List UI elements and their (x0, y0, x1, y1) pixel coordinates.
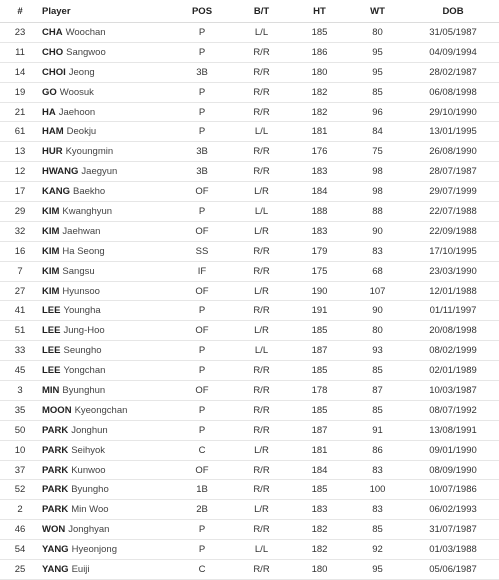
cell-bats-throws: L/R (232, 221, 291, 241)
cell-player (40, 62, 172, 82)
cell-number: 50 (0, 420, 40, 440)
table-row (0, 142, 499, 162)
cell-height: 185 (291, 321, 348, 341)
header-bats-throws: B/T (232, 0, 291, 23)
player-surname: HA (42, 106, 56, 118)
cell-number: 35 (0, 400, 40, 420)
cell-dob: 23/03/1990 (407, 261, 499, 281)
cell-player (40, 102, 172, 122)
cell-number: 19 (0, 82, 40, 102)
cell-dob: 28/07/1987 (407, 162, 499, 182)
cell-dob: 29/10/1990 (407, 102, 499, 122)
cell-player (40, 142, 172, 162)
player-surname: PARK (42, 424, 69, 436)
cell-height: 183 (291, 500, 348, 520)
cell-height: 181 (291, 440, 348, 460)
cell-dob: 08/02/1999 (407, 341, 499, 361)
cell-height: 187 (291, 420, 348, 440)
cell-bats-throws: R/R (232, 102, 291, 122)
cell-bats-throws: L/R (232, 500, 291, 520)
cell-dob: 08/07/1992 (407, 400, 499, 420)
player-surname: PARK (42, 464, 69, 476)
cell-position: OF (172, 182, 232, 202)
cell-weight: 80 (348, 23, 407, 43)
cell-weight: 83 (348, 500, 407, 520)
table-row (0, 381, 499, 401)
cell-player (40, 221, 172, 241)
cell-position: OF (172, 460, 232, 480)
cell-player (40, 241, 172, 261)
player-given-name: Kwanghyun (62, 205, 113, 217)
table-row (0, 162, 499, 182)
cell-position: 3B (172, 62, 232, 82)
player-given-name: Sangwoo (66, 46, 106, 58)
cell-number: 11 (0, 42, 40, 62)
player-given-name: Youngha (63, 305, 101, 317)
cell-weight: 85 (348, 520, 407, 540)
cell-weight: 98 (348, 162, 407, 182)
cell-position: P (172, 540, 232, 560)
cell-player (40, 381, 172, 401)
cell-dob: 08/09/1990 (407, 460, 499, 480)
cell-player (40, 460, 172, 480)
cell-bats-throws: R/R (232, 400, 291, 420)
cell-number: 54 (0, 540, 40, 560)
table-row (0, 420, 499, 440)
cell-weight: 100 (348, 480, 407, 500)
cell-number: 46 (0, 520, 40, 540)
cell-height: 182 (291, 540, 348, 560)
player-surname: PARK (42, 444, 69, 456)
cell-height: 180 (291, 560, 348, 580)
player-given-name: Jung-Hoo (63, 325, 105, 337)
cell-dob: 29/07/1999 (407, 182, 499, 202)
cell-number: 37 (0, 460, 40, 480)
cell-height: 185 (291, 480, 348, 500)
player-given-name: Jaehoon (58, 106, 96, 118)
cell-height: 178 (291, 381, 348, 401)
cell-weight: 90 (348, 301, 407, 321)
cell-weight: 90 (348, 221, 407, 241)
player-surname: LEE (42, 305, 61, 317)
cell-position: P (172, 23, 232, 43)
cell-position: OF (172, 281, 232, 301)
cell-position: 1B (172, 480, 232, 500)
cell-weight: 88 (348, 202, 407, 222)
cell-dob: 31/07/1987 (407, 520, 499, 540)
table-row (0, 122, 499, 142)
cell-dob: 10/03/1987 (407, 381, 499, 401)
cell-height: 182 (291, 520, 348, 540)
player-given-name: Min Woo (71, 504, 109, 516)
cell-height: 187 (291, 341, 348, 361)
cell-number: 2 (0, 500, 40, 520)
cell-number: 33 (0, 341, 40, 361)
cell-weight: 95 (348, 62, 407, 82)
player-given-name: Euiji (71, 563, 90, 575)
cell-number: 14 (0, 62, 40, 82)
cell-height: 185 (291, 23, 348, 43)
table-row (0, 540, 499, 560)
player-surname: YANG (42, 544, 69, 556)
table-row (0, 182, 499, 202)
cell-bats-throws: R/R (232, 162, 291, 182)
player-given-name: Kyoungmin (65, 146, 114, 158)
cell-player (40, 361, 172, 381)
cell-weight: 84 (348, 122, 407, 142)
cell-weight: 91 (348, 420, 407, 440)
cell-height: 182 (291, 82, 348, 102)
cell-bats-throws: R/R (232, 460, 291, 480)
player-given-name: Seungho (63, 345, 102, 357)
cell-weight: 80 (348, 321, 407, 341)
cell-position: P (172, 400, 232, 420)
cell-bats-throws: L/L (232, 202, 291, 222)
cell-player (40, 281, 172, 301)
table-row (0, 400, 499, 420)
cell-dob: 28/02/1987 (407, 62, 499, 82)
cell-height: 188 (291, 202, 348, 222)
player-given-name: Hyunsoo (62, 285, 100, 297)
cell-number: 7 (0, 261, 40, 281)
cell-height: 179 (291, 241, 348, 261)
header-player: Player (40, 0, 172, 23)
player-given-name: Sangsu (62, 265, 95, 277)
cell-player (40, 162, 172, 182)
cell-dob: 06/08/1998 (407, 82, 499, 102)
player-surname: HAM (42, 126, 64, 138)
player-given-name: Jaegyun (81, 166, 118, 178)
player-surname: KANG (42, 186, 70, 198)
table-row (0, 560, 499, 580)
cell-weight: 86 (348, 440, 407, 460)
header-number: # (0, 0, 40, 23)
player-surname: PARK (42, 504, 69, 516)
cell-bats-throws: L/L (232, 341, 291, 361)
cell-number: 21 (0, 102, 40, 122)
table-row (0, 23, 499, 43)
player-surname: PARK (42, 484, 69, 496)
table-row (0, 500, 499, 520)
cell-dob: 22/09/1988 (407, 221, 499, 241)
cell-position: P (172, 82, 232, 102)
table-row (0, 42, 499, 62)
cell-bats-throws: R/R (232, 62, 291, 82)
cell-position: P (172, 301, 232, 321)
player-given-name: Woochan (65, 26, 106, 38)
cell-dob: 09/01/1990 (407, 440, 499, 460)
cell-height: 184 (291, 182, 348, 202)
player-surname: LEE (42, 365, 61, 377)
cell-bats-throws: R/R (232, 82, 291, 102)
player-given-name: Jonghun (71, 424, 108, 436)
cell-height: 191 (291, 301, 348, 321)
table-row (0, 221, 499, 241)
cell-weight: 83 (348, 460, 407, 480)
cell-player (40, 520, 172, 540)
cell-position: P (172, 202, 232, 222)
cell-bats-throws: L/R (232, 321, 291, 341)
player-given-name: Jonghyan (68, 524, 110, 536)
cell-player (40, 480, 172, 500)
cell-player (40, 420, 172, 440)
cell-player (40, 301, 172, 321)
player-given-name: Yongchan (63, 365, 106, 377)
cell-dob: 02/01/1989 (407, 361, 499, 381)
player-surname: CHO (42, 46, 64, 58)
table-row (0, 301, 499, 321)
cell-height: 184 (291, 460, 348, 480)
cell-player (40, 122, 172, 142)
cell-number: 41 (0, 301, 40, 321)
cell-height: 176 (291, 142, 348, 162)
cell-player (40, 540, 172, 560)
player-given-name: Jeong (68, 66, 95, 78)
cell-weight: 107 (348, 281, 407, 301)
cell-weight: 93 (348, 341, 407, 361)
cell-bats-throws: R/R (232, 42, 291, 62)
cell-bats-throws: L/R (232, 281, 291, 301)
cell-weight: 85 (348, 82, 407, 102)
player-given-name: Deokju (66, 126, 97, 138)
cell-dob: 17/10/1995 (407, 241, 499, 261)
player-given-name: Jaehwan (62, 225, 101, 237)
cell-player (40, 261, 172, 281)
player-given-name: Seihyok (71, 444, 106, 456)
cell-number: 45 (0, 361, 40, 381)
cell-number: 10 (0, 440, 40, 460)
header-dob: DOB (407, 0, 499, 23)
cell-position: P (172, 361, 232, 381)
cell-position: 2B (172, 500, 232, 520)
player-surname: CHA (42, 26, 63, 38)
cell-number: 51 (0, 321, 40, 341)
cell-number: 13 (0, 142, 40, 162)
cell-position: P (172, 420, 232, 440)
cell-position: OF (172, 321, 232, 341)
player-surname: LEE (42, 325, 61, 337)
cell-position: P (172, 520, 232, 540)
cell-weight: 92 (348, 540, 407, 560)
header-row (0, 0, 499, 23)
cell-bats-throws: R/R (232, 361, 291, 381)
cell-dob: 01/11/1997 (407, 301, 499, 321)
cell-height: 185 (291, 361, 348, 381)
table-row (0, 62, 499, 82)
cell-dob: 06/02/1993 (407, 500, 499, 520)
cell-bats-throws: L/L (232, 122, 291, 142)
cell-bats-throws: R/R (232, 560, 291, 580)
header-height: HT (291, 0, 348, 23)
player-surname: WON (42, 524, 66, 536)
cell-weight: 95 (348, 560, 407, 580)
cell-weight: 75 (348, 142, 407, 162)
cell-height: 180 (291, 62, 348, 82)
player-surname: LEE (42, 345, 61, 357)
table-row (0, 520, 499, 540)
cell-number: 32 (0, 221, 40, 241)
cell-height: 186 (291, 42, 348, 62)
cell-player (40, 440, 172, 460)
player-surname: GO (42, 86, 57, 98)
cell-position: 3B (172, 142, 232, 162)
cell-bats-throws: R/R (232, 381, 291, 401)
player-surname: CHOI (42, 66, 66, 78)
cell-number: 27 (0, 281, 40, 301)
cell-dob: 13/01/1995 (407, 122, 499, 142)
cell-height: 181 (291, 122, 348, 142)
player-surname: MIN (42, 384, 60, 396)
header-weight: WT (348, 0, 407, 23)
cell-height: 183 (291, 221, 348, 241)
cell-dob: 26/08/1990 (407, 142, 499, 162)
table-row (0, 341, 499, 361)
cell-height: 190 (291, 281, 348, 301)
cell-number: 12 (0, 162, 40, 182)
cell-bats-throws: R/R (232, 241, 291, 261)
cell-dob: 13/08/1991 (407, 420, 499, 440)
cell-bats-throws: L/L (232, 540, 291, 560)
cell-bats-throws: L/R (232, 440, 291, 460)
table-row (0, 82, 499, 102)
table-row (0, 480, 499, 500)
table-row (0, 202, 499, 222)
cell-dob: 05/06/1987 (407, 560, 499, 580)
player-given-name: Kunwoo (71, 464, 106, 476)
cell-dob: 04/09/1994 (407, 42, 499, 62)
player-given-name: Woosuk (59, 86, 94, 98)
cell-dob: 01/03/1988 (407, 540, 499, 560)
cell-weight: 68 (348, 261, 407, 281)
table-row (0, 102, 499, 122)
player-given-name: Ha Seong (62, 245, 105, 257)
cell-position: P (172, 122, 232, 142)
cell-bats-throws: R/R (232, 301, 291, 321)
player-surname: KIM (42, 285, 60, 297)
cell-bats-throws: R/R (232, 142, 291, 162)
player-given-name: Baekho (72, 186, 106, 198)
cell-position: C (172, 560, 232, 580)
cell-dob: 10/07/1986 (407, 480, 499, 500)
cell-dob: 12/01/1988 (407, 281, 499, 301)
cell-position: OF (172, 221, 232, 241)
cell-bats-throws: L/L (232, 23, 291, 43)
cell-number: 23 (0, 23, 40, 43)
cell-position: P (172, 42, 232, 62)
player-surname: KIM (42, 225, 60, 237)
cell-dob: 22/07/1988 (407, 202, 499, 222)
cell-dob: 31/05/1987 (407, 23, 499, 43)
cell-position: IF (172, 261, 232, 281)
cell-height: 182 (291, 102, 348, 122)
cell-weight: 95 (348, 42, 407, 62)
cell-player (40, 42, 172, 62)
cell-position: C (172, 440, 232, 460)
cell-position: OF (172, 381, 232, 401)
cell-number: 16 (0, 241, 40, 261)
player-given-name: Byunghun (62, 384, 106, 396)
cell-player (40, 341, 172, 361)
cell-number: 25 (0, 560, 40, 580)
player-given-name: Byungho (71, 484, 109, 496)
cell-player (40, 202, 172, 222)
header-position: POS (172, 0, 232, 23)
cell-number: 17 (0, 182, 40, 202)
cell-height: 175 (291, 261, 348, 281)
cell-number: 52 (0, 480, 40, 500)
table-row (0, 440, 499, 460)
table-row (0, 241, 499, 261)
cell-bats-throws: L/R (232, 182, 291, 202)
cell-player (40, 23, 172, 43)
cell-weight: 85 (348, 361, 407, 381)
cell-height: 185 (291, 400, 348, 420)
cell-position: SS (172, 241, 232, 261)
cell-player (40, 400, 172, 420)
cell-weight: 87 (348, 381, 407, 401)
player-surname: KIM (42, 205, 60, 217)
cell-position: P (172, 341, 232, 361)
cell-weight: 98 (348, 182, 407, 202)
table-row (0, 261, 499, 281)
cell-weight: 83 (348, 241, 407, 261)
cell-bats-throws: R/R (232, 261, 291, 281)
player-given-name: Kyeongchan (74, 404, 128, 416)
table-row (0, 281, 499, 301)
player-given-name: Hyeonjong (71, 544, 117, 556)
cell-bats-throws: R/R (232, 480, 291, 500)
cell-player (40, 82, 172, 102)
cell-player (40, 560, 172, 580)
player-surname: YANG (42, 563, 69, 575)
player-surname: HUR (42, 146, 63, 158)
cell-position: P (172, 102, 232, 122)
player-surname: KIM (42, 245, 60, 257)
table-row (0, 361, 499, 381)
player-surname: MOON (42, 404, 72, 416)
player-surname: HWANG (42, 166, 79, 178)
cell-bats-throws: R/R (232, 420, 291, 440)
cell-player (40, 321, 172, 341)
cell-weight: 85 (348, 400, 407, 420)
table-row (0, 321, 499, 341)
player-surname: KIM (42, 265, 60, 277)
cell-number: 3 (0, 381, 40, 401)
cell-dob: 20/08/1998 (407, 321, 499, 341)
cell-height: 183 (291, 162, 348, 182)
cell-bats-throws: R/R (232, 520, 291, 540)
cell-player (40, 182, 172, 202)
table-row (0, 460, 499, 480)
cell-weight: 96 (348, 102, 407, 122)
cell-player (40, 500, 172, 520)
cell-number: 61 (0, 122, 40, 142)
cell-number: 29 (0, 202, 40, 222)
cell-position: 3B (172, 162, 232, 182)
